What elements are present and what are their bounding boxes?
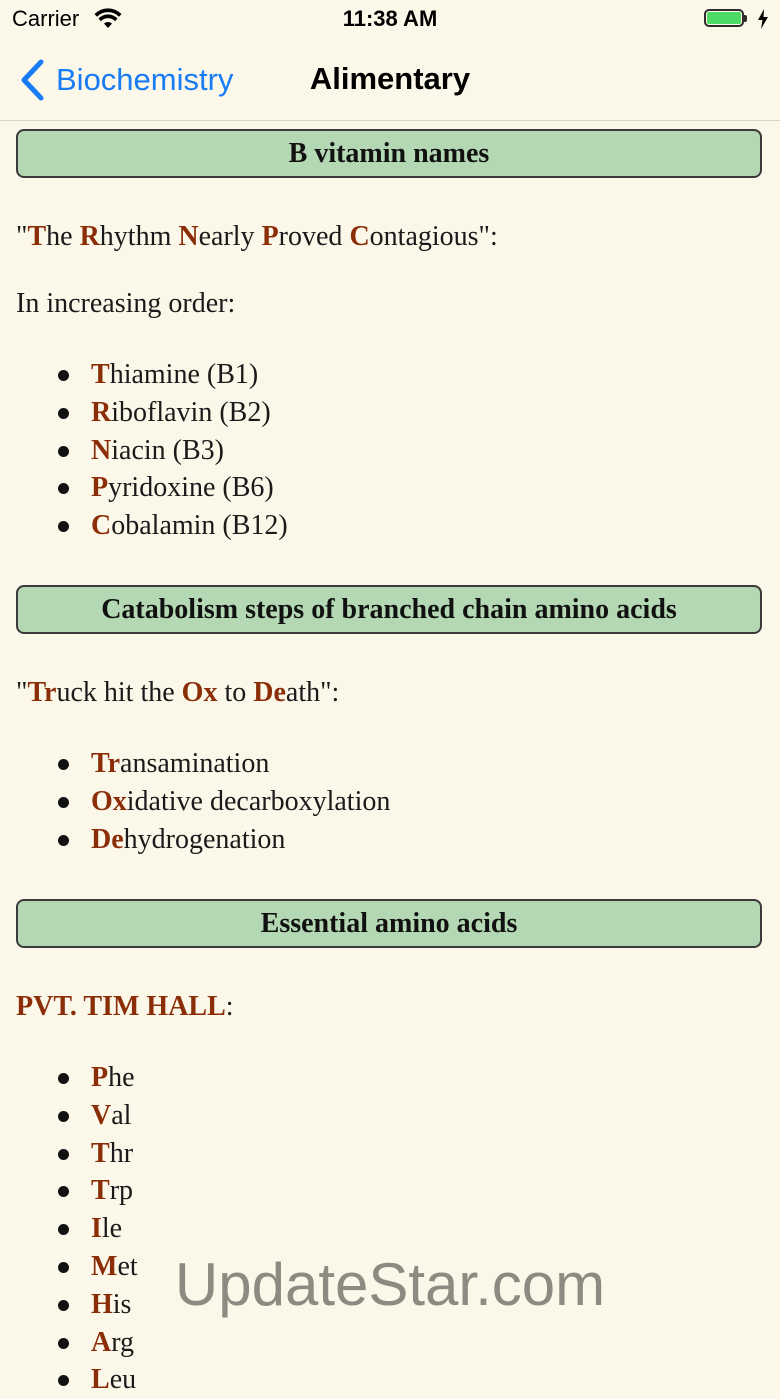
- mnemonic-text: ath":: [285, 677, 340, 708]
- bullet-icon: [58, 1375, 69, 1386]
- mnemonic-text: early: [198, 221, 262, 252]
- bullet-icon: [58, 1338, 69, 1349]
- status-bar: [0, 0, 780, 40]
- watermark: UpdateStar.com: [174, 1251, 606, 1318]
- item-highlight: P: [91, 1062, 109, 1093]
- item-highlight: M: [91, 1250, 118, 1282]
- item-text: hr: [109, 1137, 134, 1169]
- mnemonic-b-vitamins: [16, 221, 498, 253]
- bullet-icon: [58, 797, 69, 808]
- section-header-essential: Essential amino acids: [16, 899, 762, 948]
- list-item: [0, 1059, 138, 1097]
- mnemonic-highlight: T: [27, 221, 47, 252]
- item-text: yridoxine (B6): [108, 472, 274, 504]
- section-header-b-vitamins: B vitamin names: [16, 129, 762, 178]
- item-highlight: Tr: [91, 748, 121, 779]
- item-text: et: [117, 1250, 138, 1282]
- navigation-bar: [0, 40, 780, 121]
- item-highlight: R: [91, 396, 112, 428]
- item-highlight: V: [91, 1099, 112, 1131]
- item-text: le: [101, 1213, 123, 1245]
- item-text: eu: [109, 1364, 137, 1396]
- item-highlight: T: [91, 1137, 110, 1169]
- list-item: [0, 1210, 138, 1248]
- mnemonic-text: he: [46, 221, 80, 252]
- item-text: iacin (B3): [111, 434, 224, 466]
- item-text: obalamin (B12): [111, 510, 288, 542]
- list-item: [0, 1097, 138, 1135]
- item-highlight: A: [91, 1326, 112, 1358]
- mnemonic-text: hythm: [99, 221, 179, 252]
- bullet-icon: [58, 1149, 69, 1160]
- mnemonic-highlight: R: [79, 221, 100, 252]
- charging-bolt-icon: [756, 8, 770, 30]
- mnemonic-highlight: N: [178, 221, 199, 252]
- bullet-icon: [58, 1224, 69, 1235]
- bullet-icon: [58, 483, 69, 494]
- item-highlight: P: [91, 472, 109, 504]
- bullet-icon: [58, 835, 69, 846]
- mnemonic-highlight: P: [261, 221, 279, 252]
- bullet-icon: [58, 1186, 69, 1197]
- page-title: Alimentary: [309, 61, 471, 96]
- item-highlight: C: [91, 510, 112, 542]
- item-highlight: Ox: [91, 785, 127, 817]
- item-text: al: [111, 1099, 132, 1131]
- list-b-vitamins: [0, 356, 288, 545]
- list-bcaa: [0, 745, 390, 858]
- item-highlight: N: [91, 434, 112, 466]
- item-text: idative decarboxylation: [126, 785, 391, 817]
- list-item: [0, 356, 288, 394]
- list-item: [0, 432, 288, 470]
- back-button-label: Biochemistry: [56, 62, 234, 97]
- item-highlight: L: [91, 1364, 110, 1396]
- bullet-icon: [58, 370, 69, 381]
- mnemonic-bcaa: [16, 677, 339, 709]
- battery-icon: [704, 9, 748, 29]
- list-item: [0, 745, 390, 783]
- bullet-icon: [58, 521, 69, 532]
- item-highlight: T: [91, 1175, 110, 1207]
- bullet-icon: [58, 1111, 69, 1122]
- mnemonic-highlight: PVT. TIM HALL: [16, 991, 226, 1022]
- carrier-label: Carrier: [12, 6, 80, 31]
- item-highlight: I: [91, 1213, 102, 1245]
- bullet-icon: [58, 446, 69, 457]
- mnemonic-highlight: Ox: [181, 677, 218, 708]
- mnemonic-text: roved: [278, 221, 350, 252]
- item-text: ansamination: [120, 748, 270, 779]
- mnemonic-text: ": [16, 221, 28, 252]
- list-item: [0, 783, 390, 821]
- section-header-bcaa: Catabolism steps of branched chain amino acids: [16, 585, 762, 634]
- list-item: [0, 394, 288, 432]
- list-item: [0, 821, 390, 859]
- list-essential: [0, 1059, 138, 1399]
- clock: 11:38 AM: [342, 6, 438, 31]
- item-text: rp: [109, 1175, 134, 1207]
- mnemonic-text: ontagious":: [369, 221, 498, 252]
- list-item: [0, 507, 288, 545]
- item-text: is: [112, 1288, 132, 1320]
- bullet-icon: [58, 408, 69, 419]
- mnemonic-text: to: [217, 677, 254, 708]
- mnemonic-essential: [16, 991, 234, 1023]
- list-item: [0, 1172, 138, 1210]
- order-note: In increasing order:: [16, 288, 236, 319]
- list-item: [0, 469, 288, 507]
- mnemonic-highlight: Tr: [27, 677, 57, 708]
- bullet-icon: [58, 1073, 69, 1084]
- bullet-icon: [58, 759, 69, 770]
- item-text: iboflavin (B2): [111, 396, 271, 428]
- list-item: [0, 1361, 138, 1399]
- item-text: hiamine (B1): [109, 359, 259, 390]
- mnemonic-highlight: C: [349, 221, 370, 252]
- item-text: rg: [111, 1326, 135, 1358]
- item-highlight: T: [91, 359, 110, 390]
- item-text: he: [108, 1062, 135, 1093]
- mnemonic-text: uck hit the: [56, 677, 182, 708]
- list-item: [0, 1135, 138, 1173]
- mnemonic-highlight: De: [253, 677, 286, 708]
- list-item: [0, 1324, 138, 1362]
- item-highlight: H: [91, 1288, 113, 1320]
- item-highlight: De: [91, 823, 124, 855]
- item-text: hydrogenation: [123, 823, 286, 855]
- mnemonic-text: ": [16, 677, 28, 708]
- mnemonic-text: :: [225, 991, 234, 1022]
